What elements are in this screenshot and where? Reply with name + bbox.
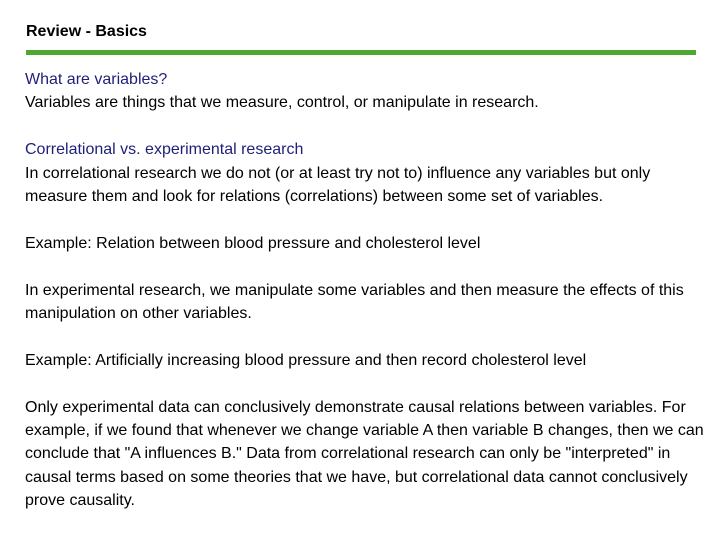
experimental-body: In experimental research, we manipulate some variables and then measure the effects of this manipulation on other variables. [25,281,684,323]
title-divider [26,50,696,55]
example-experimental: Example: Artificially increasing blood pressure and then record cholesterol level [25,351,587,369]
correlational-heading: Correlational vs. experimental research [25,141,304,159]
correlational-section [25,138,705,208]
variables-section [25,68,705,115]
variables-body: Variables are things that we measure, control, or manipulate in research. [25,94,539,112]
conclusion-paragraph: Only experimental data can conclusively demonstrate causal relations between variables. For example, if we found that whenever we change variable A then variable B changes, then we can conclude that "A influences B." Data from correlational research can only be "interpreted" in causal terms based on some theories that we have, but correlational data cannot conclusively prove causality. [25,398,704,510]
example-correlational: Example: Relation between blood pressure and cholesterol level [25,234,481,252]
slide-title: Review - Basics [26,23,147,40]
slide-content [25,68,705,536]
variables-heading: What are variables? [25,71,168,88]
correlational-body: In correlational research we do not (or at least try not to) influence any variables but only measure them and look for relations (correlations) between some set of variables. [25,164,651,206]
